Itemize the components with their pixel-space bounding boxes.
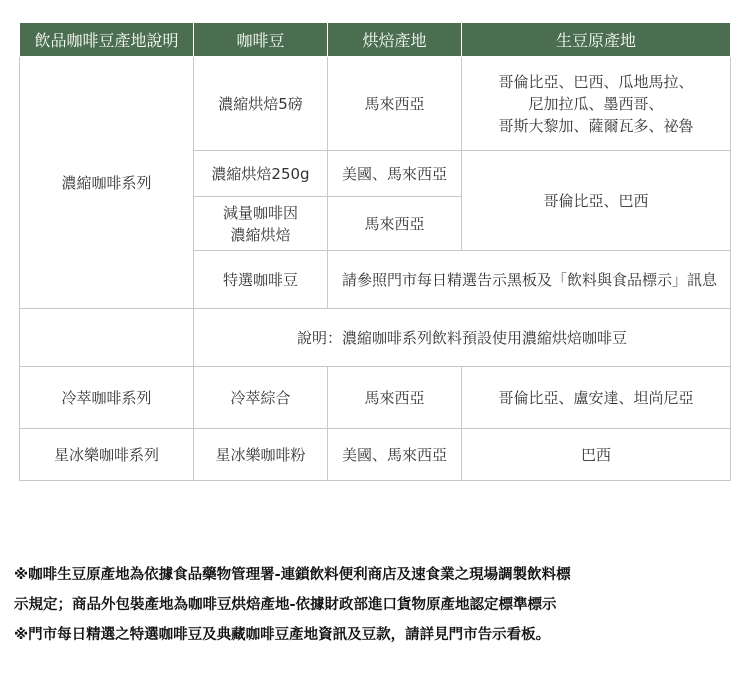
bean-espresso-roast-250g: 濃縮烘焙250g <box>194 151 328 197</box>
green-bean-origin-cell: 巴西 <box>462 429 731 481</box>
table-row <box>20 429 731 481</box>
table-row <box>20 309 731 367</box>
category-frappuccino-series: 星冰樂咖啡系列 <box>20 429 194 481</box>
green-bean-origin-cell: 哥倫比亞、盧安達、坦尚尼亞 <box>462 367 731 429</box>
roast-origin-cell: 美國、馬來西亞 <box>328 429 462 481</box>
bean-espresso-roast-5lb: 濃縮烘焙5磅 <box>194 57 328 151</box>
footnote-line: ※門市每日精選之特選咖啡豆及典藏咖啡豆產地資訊及豆款，請詳見門市告示看板。 <box>14 627 551 643</box>
footnotes <box>14 560 734 650</box>
bean-frappuccino-powder: 星冰樂咖啡粉 <box>194 429 328 481</box>
bean-decaf-espresso-roast: 減量咖啡因 濃縮烘焙 <box>194 197 328 251</box>
green-bean-origin-cell: 哥倫比亞、巴西、瓜地馬拉、 尼加拉瓜、墨西哥、 哥斯大黎加、薩爾瓦多、祕魯 <box>462 57 731 151</box>
bean-cold-brew-blend: 冷萃綜合 <box>194 367 328 429</box>
special-selection-note: 請參照門市每日精選告示黑板及「飲料與食品標示」訊息 <box>328 251 731 309</box>
header-green-bean-origin: 生豆原產地 <box>462 23 731 57</box>
table-header-row <box>20 23 731 57</box>
roast-origin-cell: 馬來西亞 <box>328 197 462 251</box>
category-cold-brew-series: 冷萃咖啡系列 <box>20 367 194 429</box>
footnote-line: 示規定；商品外包裝產地為咖啡豆烘焙產地-依據財政部進口貨物原產地認定標準標示 <box>14 597 557 613</box>
footnote-line: ※咖啡生豆原產地為依據食品藥物管理署-連鎖飲料便利商店及速食業之現場調製飲料標 <box>14 567 571 583</box>
header-roast-origin: 烘焙產地 <box>328 23 462 57</box>
empty-cell <box>20 309 194 367</box>
table-row <box>20 57 731 151</box>
explanation-cell: 說明：濃縮咖啡系列飲料預設使用濃縮烘焙咖啡豆 <box>194 309 731 367</box>
green-bean-origin-cell: 哥倫比亞、巴西 <box>462 151 731 251</box>
roast-origin-cell: 美國、馬來西亞 <box>328 151 462 197</box>
header-drink-description: 飲品咖啡豆產地說明 <box>20 23 194 57</box>
table-row <box>20 367 731 429</box>
bean-special-selection: 特選咖啡豆 <box>194 251 328 309</box>
coffee-origin-table <box>19 22 731 481</box>
roast-origin-cell: 馬來西亞 <box>328 57 462 151</box>
header-coffee-bean: 咖啡豆 <box>194 23 328 57</box>
category-espresso-series: 濃縮咖啡系列 <box>20 57 194 309</box>
roast-origin-cell: 馬來西亞 <box>328 367 462 429</box>
